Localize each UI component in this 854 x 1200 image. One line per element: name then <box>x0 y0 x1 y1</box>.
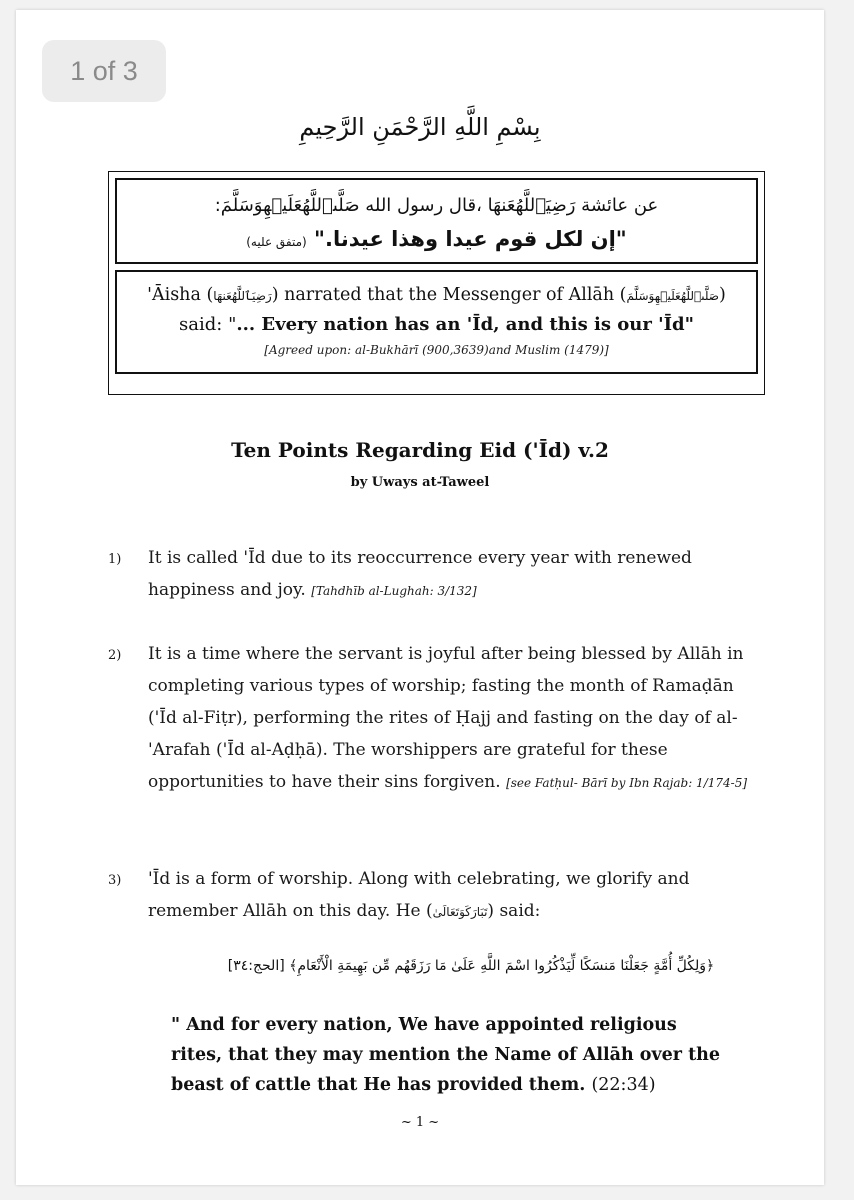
quran-reference: (22:34) <box>591 1075 656 1095</box>
page-counter-badge: 1 of 3 <box>42 40 166 102</box>
hadith-said: said: " <box>179 314 237 335</box>
quran-verse-english <box>171 1010 731 1100</box>
point-body: It is called 'Īd due to its reoccurrence every year with renewed happiness and joy. <box>148 548 692 600</box>
document-byline: by Uways at-Taweel <box>350 475 490 490</box>
point-number: 1) <box>108 552 122 567</box>
document-title: Ten Points Regarding Eid ('Īd) v.2 <box>231 438 609 462</box>
hadith-english-line2 <box>117 311 756 339</box>
page-number: ~ 1 ~ <box>400 1115 440 1130</box>
point-reference: [Tahdhīb al-Lughah: 3/132] <box>311 584 477 598</box>
point-text <box>148 542 748 607</box>
point-number: 2) <box>108 648 122 663</box>
point-body-end: ) said: <box>487 901 541 921</box>
point-reference: [see Fatḥul- Bārī by Ibn Rajab: 1/174-5] <box>506 776 748 790</box>
hadith-quote: ... Every nation has an 'Īd, and this is our 'Īd" <box>236 314 694 335</box>
document-page <box>16 10 824 1185</box>
hadith-narrator: 'Āisha ( <box>147 285 214 305</box>
bismillah-calligraphy: بِسْمِ اللَّهِ الرَّحْمَنِ الرَّحِيمِ <box>299 113 541 141</box>
honorific-tabaraka: تَبَارَكَوَتَعَالَىٰ <box>432 905 488 919</box>
hadith-arabic-box <box>115 178 758 264</box>
point-body: It is a time where the servant is joyful after being blessed by Allāh in completing various types of worship; fasting the month of Ramaḍān ('Īd al-Fiṭr), performing the rites of Ḥajj and fasting on the day of al-'Arafah ('Īd al-Aḍḥā). The worshippers are grateful for these opportunities to have their sins forgiven. <box>148 644 744 792</box>
hadith-english-ref: [Agreed upon: al-Bukhārī (900,3639)and Muslim (1479)] <box>264 343 609 357</box>
point-number: 3) <box>108 873 122 888</box>
hadith-arabic-ref: (متفق عليه) <box>246 235 307 249</box>
hadith-arabic-line1: عن عائشة رَضِيَٱللَّهُعَنهَا ،قال رسول الله صَلَّىٱللَّهُعَلَيۡهِوَسَلَّمَ: <box>214 195 659 216</box>
hadith-close-paren: ) <box>719 285 726 305</box>
hadith-arabic-text: "إن لكل قوم عيدا وهذا عيدنا." <box>314 227 627 251</box>
hadith-frame <box>108 171 765 395</box>
honorific-salawat: صَلَّىٱللَّهُعَلَيۡهِوَسَلَّمَ <box>626 289 719 303</box>
quran-translation: " And for every nation, We have appointed religious rites, that they may mention the Name of Allāh over the beast of cattle that He has provided them. <box>171 1015 721 1095</box>
point-text <box>148 863 748 928</box>
point-text <box>148 638 748 799</box>
honorific-ra: رَضِيَٱللَّهُعَنهَا <box>213 289 272 303</box>
hadith-english-line1 <box>117 280 756 311</box>
hadith-arabic-line2 <box>117 222 756 259</box>
quran-verse-arabic: ﴿وَلِكُلِّ أُمَّةٍ جَعَلْنَا مَنسَكًا لِّيَذْكُرُوا اسْمَ اللَّهِ عَلَىٰ مَا رَزَقَهُم مِّن بَهِيمَةِ الْأَنْعَامِ﴾ [الحج:٣٤] <box>227 958 715 974</box>
hadith-narrated-text: ) narrated that the Messenger of Allāh ( <box>271 285 627 305</box>
point-body: 'Īd is a form of worship. Along with celebrating, we glorify and remember Allāh on this day. He ( <box>148 869 690 921</box>
point-2 <box>108 638 748 799</box>
point-1 <box>108 542 748 607</box>
hadith-english-box <box>115 270 758 374</box>
point-3 <box>108 863 748 928</box>
